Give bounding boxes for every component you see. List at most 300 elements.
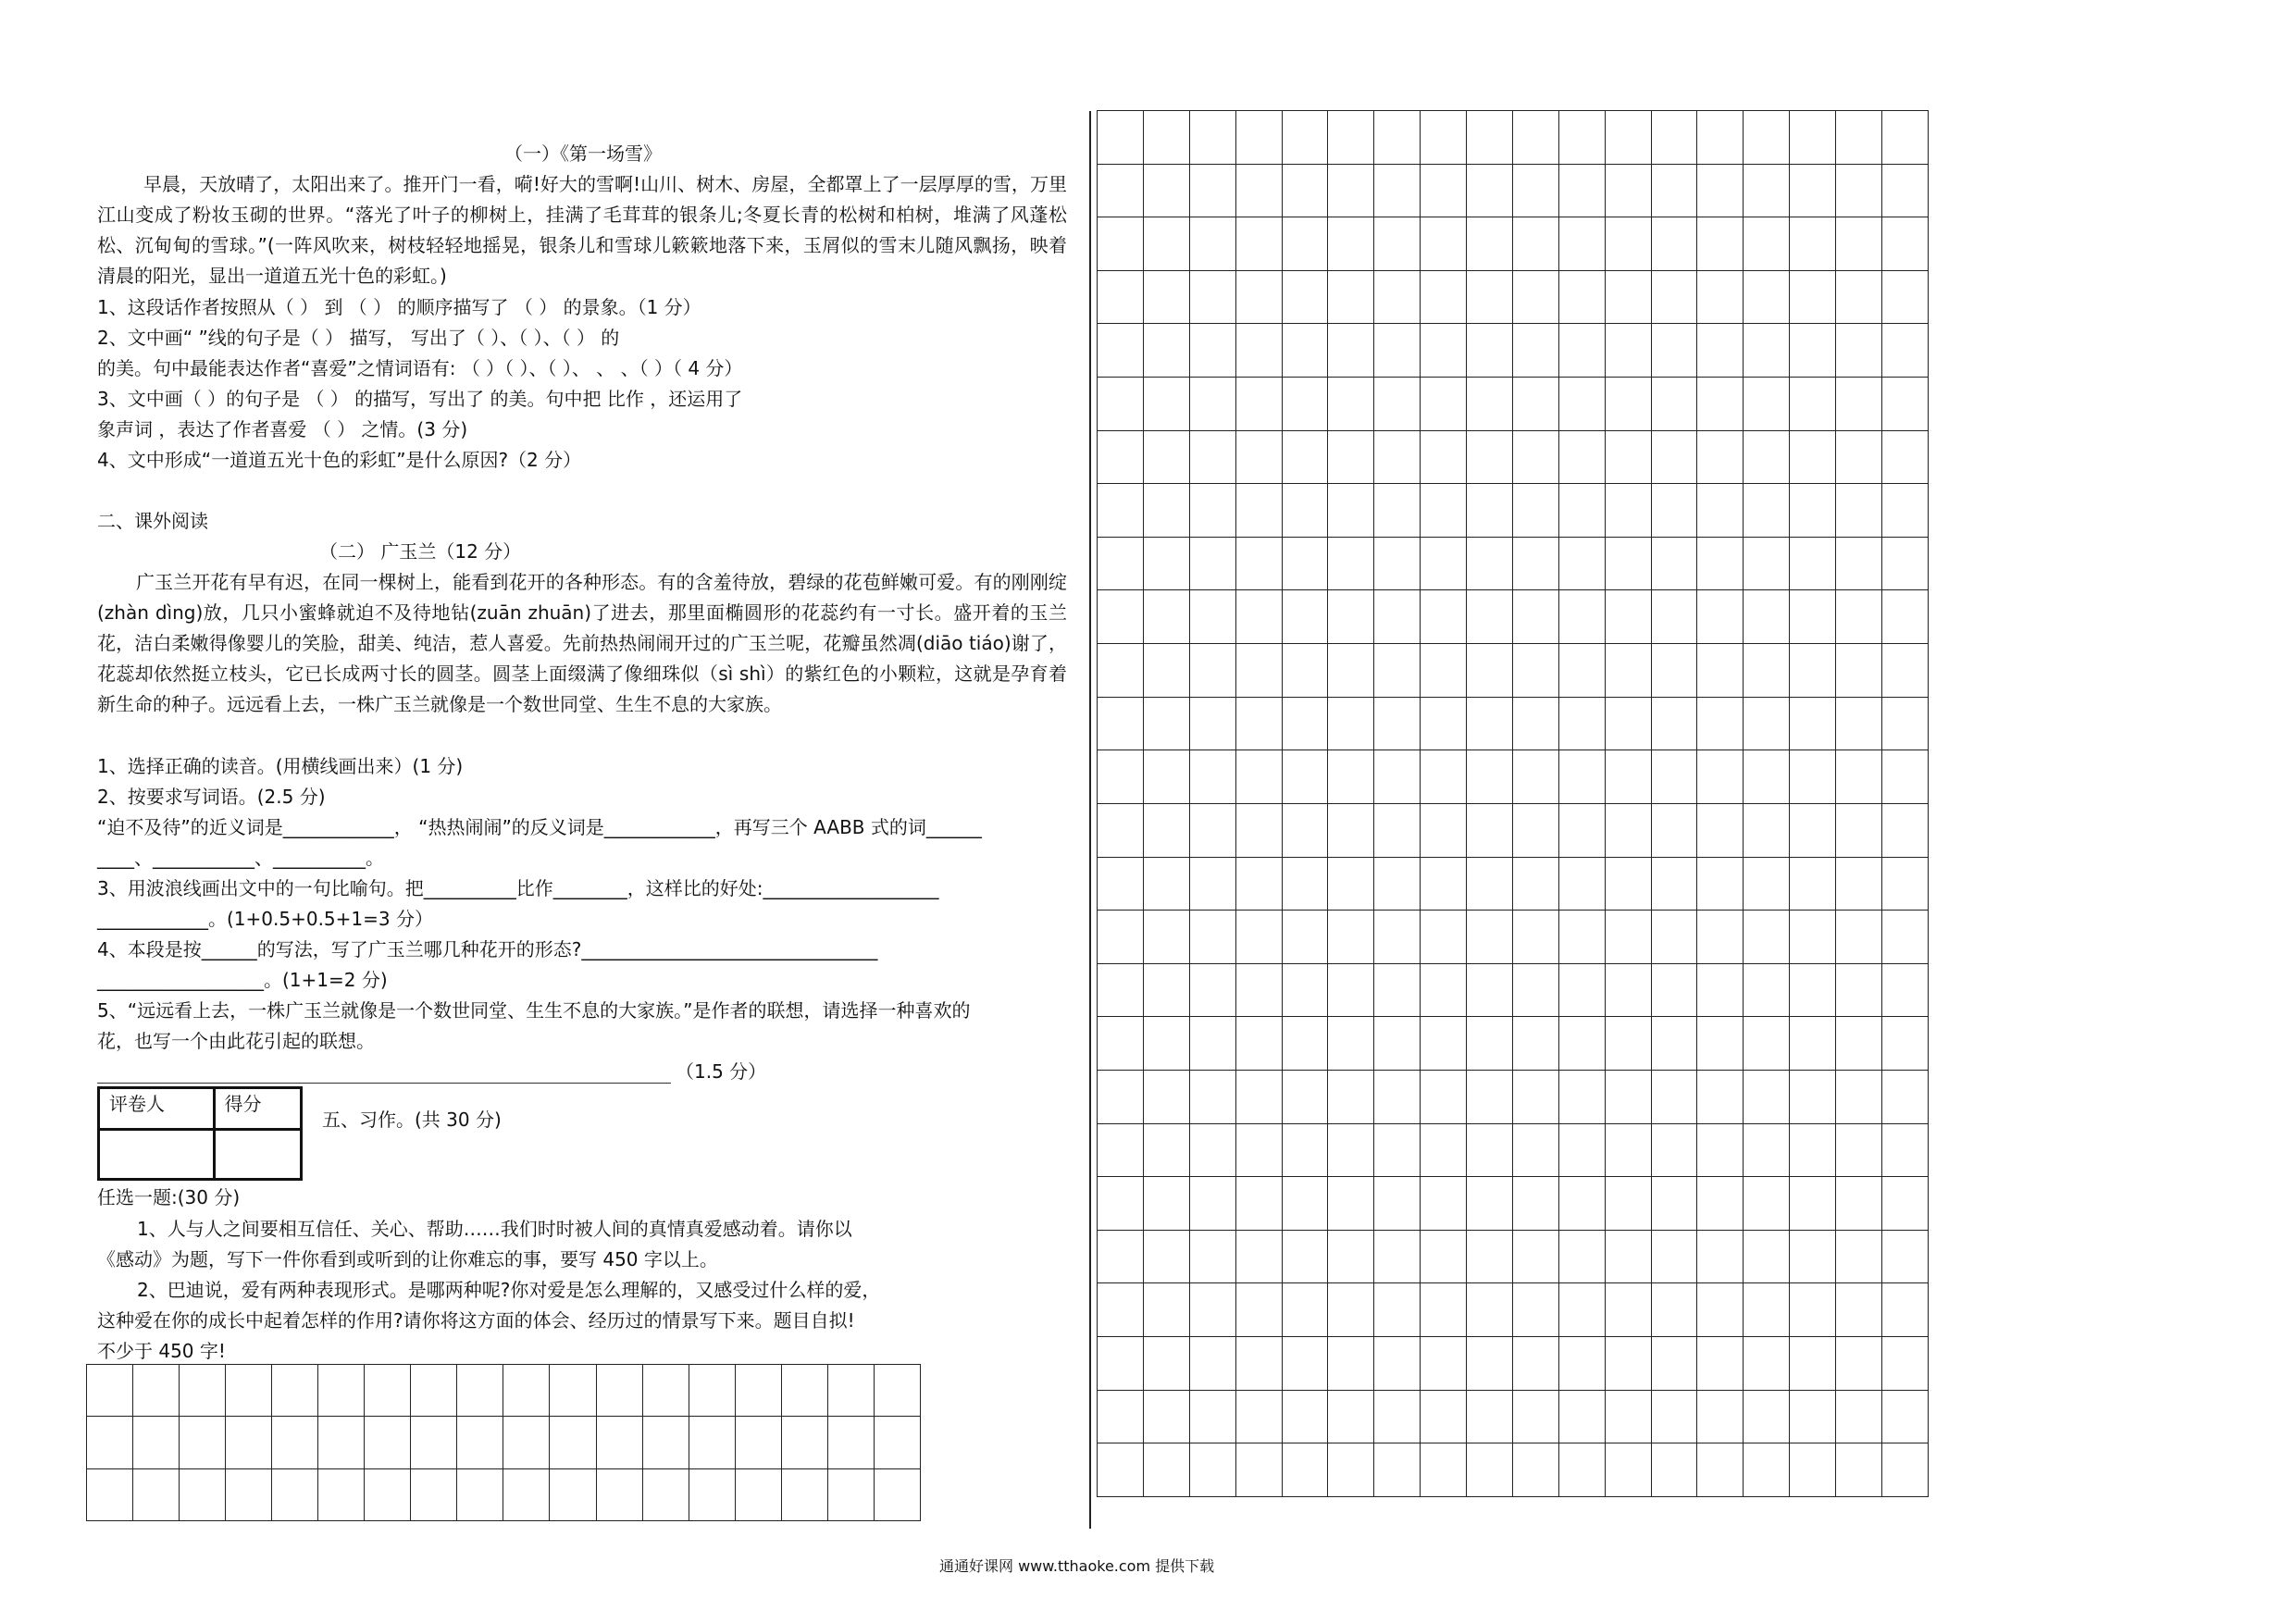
grid-cell[interactable] [1697,1177,1744,1231]
grid-cell[interactable] [1282,697,1328,750]
grid-cell[interactable] [1374,164,1421,217]
grid-cell[interactable] [1605,324,1651,378]
grid-cell[interactable] [1467,590,1513,644]
grid-cell[interactable] [1790,378,1836,431]
grid-cell[interactable] [1282,857,1328,911]
grid-cell[interactable] [1790,697,1836,750]
grid-cell[interactable] [1790,164,1836,217]
writing-grid-right[interactable] [1097,110,1929,1497]
grid-cell[interactable] [1558,1177,1605,1231]
grid-cell[interactable] [1512,1443,1558,1497]
grid-cell[interactable] [1697,1070,1744,1123]
grid-cell[interactable] [1421,590,1467,644]
grid-cell[interactable] [1697,164,1744,217]
grid-cell[interactable] [1836,803,1882,857]
grid-cell[interactable] [1512,1123,1558,1177]
grid-cell[interactable] [1467,911,1513,964]
grid-cell[interactable] [1467,750,1513,804]
grid-cell[interactable] [1651,750,1697,804]
grid-cell[interactable] [1512,1283,1558,1337]
grid-cell[interactable] [1467,857,1513,911]
grid-cell[interactable] [1558,164,1605,217]
grid-cell[interactable] [1235,1230,1282,1283]
grid-cell[interactable] [1836,1337,1882,1391]
grid-cell[interactable] [1189,1177,1235,1231]
grid-cell[interactable] [1512,1017,1558,1071]
grid-cell[interactable] [1098,803,1144,857]
grid-cell[interactable] [1558,803,1605,857]
grid-cell[interactable] [1651,911,1697,964]
grid-cell[interactable] [1651,590,1697,644]
grid-cell[interactable] [1744,1390,1790,1443]
grid-cell[interactable] [1189,1070,1235,1123]
grid-cell[interactable] [1467,217,1513,271]
grid-cell[interactable] [1282,111,1328,165]
grid-cell[interactable] [1836,590,1882,644]
grid-cell[interactable] [1881,1017,1928,1071]
grid-cell[interactable] [1558,644,1605,698]
grid-cell[interactable] [1098,484,1144,538]
grid-cell[interactable] [1098,911,1144,964]
grid-cell[interactable] [1235,1283,1282,1337]
grid-cell[interactable] [1235,857,1282,911]
grid-cell[interactable] [1328,963,1374,1017]
grid-cell[interactable] [1836,324,1882,378]
grid-cell[interactable] [1189,1123,1235,1177]
grid-cell[interactable] [1836,1017,1882,1071]
grid-cell[interactable] [1881,1123,1928,1177]
grid-cell[interactable] [1697,1017,1744,1071]
grid-cell[interactable] [1605,1390,1651,1443]
grid-cell[interactable] [1651,963,1697,1017]
grid-cell[interactable] [1744,1230,1790,1283]
grid-cell[interactable] [1558,857,1605,911]
grid-cell[interactable] [1558,1230,1605,1283]
grid-cell[interactable] [1235,911,1282,964]
grid-cell[interactable] [1189,1017,1235,1071]
grid-cell[interactable] [1651,270,1697,324]
grid-cell[interactable] [1651,1390,1697,1443]
grid-cell[interactable] [1790,270,1836,324]
grid-cell[interactable] [1836,378,1882,431]
grid-cell[interactable] [1881,378,1928,431]
grid-cell[interactable] [1744,1283,1790,1337]
grid-cell[interactable] [1328,803,1374,857]
grid-cell[interactable] [1143,537,1189,590]
grid-cell[interactable] [1881,750,1928,804]
grid-cell[interactable] [1328,697,1374,750]
grid-cell[interactable] [1744,644,1790,698]
grid-cell[interactable] [1421,911,1467,964]
grid-cell[interactable] [1189,270,1235,324]
grid-cell[interactable] [1558,590,1605,644]
grid-cell[interactable] [1374,1230,1421,1283]
grid-cell[interactable] [1098,1390,1144,1443]
grid-cell[interactable] [1328,857,1374,911]
grid-cell[interactable] [1328,1070,1374,1123]
grid-cell[interactable] [1512,270,1558,324]
grid-cell[interactable] [1098,590,1144,644]
grid-cell[interactable] [1605,537,1651,590]
grid-cell[interactable] [1282,750,1328,804]
grid-cell[interactable] [1836,111,1882,165]
grid-cell[interactable] [1651,537,1697,590]
grid-cell[interactable] [1098,378,1144,431]
grid-cell[interactable] [1235,484,1282,538]
grid-cell[interactable] [1467,1177,1513,1231]
grid-cell[interactable] [1098,217,1144,271]
grid-cell[interactable] [1467,1123,1513,1177]
grid-cell[interactable] [1282,1177,1328,1231]
grid-cell[interactable] [1374,1443,1421,1497]
grid-cell[interactable] [1512,1337,1558,1391]
grid-cell[interactable] [1651,1123,1697,1177]
grid-cell[interactable] [1697,911,1744,964]
grid-cell[interactable] [1651,111,1697,165]
grid-cell[interactable] [1143,750,1189,804]
grid-cell[interactable] [1697,963,1744,1017]
grid-cell[interactable] [1790,484,1836,538]
grid-cell[interactable] [1836,1177,1882,1231]
grid-cell[interactable] [1421,484,1467,538]
grid-cell[interactable] [1189,1337,1235,1391]
grid-cell[interactable] [1836,1390,1882,1443]
grid-cell[interactable] [1790,1230,1836,1283]
grid-cell[interactable] [1328,324,1374,378]
grid-cell[interactable] [1836,857,1882,911]
grid-cell[interactable] [1421,111,1467,165]
grid-cell[interactable] [1697,697,1744,750]
grid-cell[interactable] [1098,1177,1144,1231]
grid-cell[interactable] [1744,750,1790,804]
grid-cell[interactable] [1512,430,1558,484]
answer-line[interactable] [97,1083,671,1084]
grid-cell[interactable] [1374,217,1421,271]
grid-cell[interactable] [1282,590,1328,644]
grid-cell[interactable] [1790,911,1836,964]
grid-cell[interactable] [1836,484,1882,538]
grid-cell[interactable] [1328,217,1374,271]
grid-cell[interactable] [1605,803,1651,857]
grid-cell[interactable] [1744,1337,1790,1391]
grid-cell[interactable] [1512,750,1558,804]
grid-cell[interactable] [1374,963,1421,1017]
grid-cell[interactable] [1467,644,1513,698]
grid-cell[interactable] [1651,1443,1697,1497]
grid-cell[interactable] [1098,644,1144,698]
grid-cell[interactable] [1098,537,1144,590]
grid-cell[interactable] [1374,590,1421,644]
grid-cell[interactable] [1235,270,1282,324]
grid-cell[interactable] [1189,324,1235,378]
grid-cell[interactable] [1558,324,1605,378]
grid-cell[interactable] [1744,430,1790,484]
grid-cell[interactable] [1098,1017,1144,1071]
grid-cell[interactable] [1421,1390,1467,1443]
grid-cell[interactable] [1328,537,1374,590]
grid-cell[interactable] [1790,1443,1836,1497]
grid-cell[interactable] [1098,750,1144,804]
grid-cell[interactable] [1143,1390,1189,1443]
grid-cell[interactable] [1651,1017,1697,1071]
grid-cell[interactable] [1374,857,1421,911]
grid-cell[interactable] [1235,644,1282,698]
grid-cell[interactable] [1282,1230,1328,1283]
grid-cell[interactable] [1235,803,1282,857]
grid-cell[interactable] [1697,1283,1744,1337]
grid-cell[interactable] [1374,697,1421,750]
grid-cell[interactable] [1282,1123,1328,1177]
grid-cell[interactable] [1143,164,1189,217]
grid-cell[interactable] [1098,1070,1144,1123]
grid-cell[interactable] [1651,430,1697,484]
grid-cell[interactable] [1235,430,1282,484]
grid-cell[interactable] [1189,644,1235,698]
grid-cell[interactable] [1744,803,1790,857]
grid-cell[interactable] [1374,111,1421,165]
grid-cell[interactable] [1512,164,1558,217]
grid-cell[interactable] [1467,484,1513,538]
grid-cell[interactable] [1098,164,1144,217]
grid-cell[interactable] [1282,217,1328,271]
grid-cell[interactable] [1744,1177,1790,1231]
grid-cell[interactable] [1189,911,1235,964]
grid-cell[interactable] [1282,963,1328,1017]
grid-cell[interactable] [1790,963,1836,1017]
grid-cell[interactable] [1790,590,1836,644]
grid-cell[interactable] [1881,324,1928,378]
grid-cell[interactable] [1558,1017,1605,1071]
score-cell[interactable] [214,1130,302,1180]
grid-cell[interactable] [1421,537,1467,590]
grid-cell[interactable] [1282,1283,1328,1337]
grid-cell[interactable] [1235,1123,1282,1177]
grid-cell[interactable] [1282,324,1328,378]
grid-cell[interactable] [1374,270,1421,324]
grid-cell[interactable] [1881,1070,1928,1123]
grid-cell[interactable] [1235,217,1282,271]
grid-cell[interactable] [1143,911,1189,964]
grid-cell[interactable] [1189,164,1235,217]
grid-cell[interactable] [1558,750,1605,804]
grid-cell[interactable] [1421,644,1467,698]
grid-cell[interactable] [1881,963,1928,1017]
grid-cell[interactable] [1328,1337,1374,1391]
grid-cell[interactable] [1421,697,1467,750]
grid-cell[interactable] [1790,803,1836,857]
grid-cell[interactable] [1467,1337,1513,1391]
grid-cell[interactable] [1512,697,1558,750]
grid-cell[interactable] [1328,1390,1374,1443]
grid-cell[interactable] [1235,697,1282,750]
grid-cell[interactable] [1421,430,1467,484]
grid-cell[interactable] [1235,963,1282,1017]
grid-cell[interactable] [1421,1337,1467,1391]
grid-cell[interactable] [1605,1230,1651,1283]
grid-cell[interactable] [1143,803,1189,857]
grid-cell[interactable] [1790,111,1836,165]
grid-cell[interactable] [1328,270,1374,324]
grid-cell[interactable] [1744,911,1790,964]
grid-cell[interactable] [1143,270,1189,324]
grid-cell[interactable] [1467,111,1513,165]
grid-cell[interactable] [1282,430,1328,484]
grid-cell[interactable] [1790,644,1836,698]
grid-cell[interactable] [1558,1443,1605,1497]
grid-cell[interactable] [1374,1390,1421,1443]
grid-cell[interactable] [1512,911,1558,964]
grid-cell[interactable] [1235,324,1282,378]
grid-cell[interactable] [1881,1177,1928,1231]
grid-cell[interactable] [1697,1230,1744,1283]
grid-cell[interactable] [1235,164,1282,217]
grid-cell[interactable] [1282,164,1328,217]
grid-cell[interactable] [1421,803,1467,857]
grid-cell[interactable] [1143,644,1189,698]
grid-cell[interactable] [1467,1390,1513,1443]
grid-cell[interactable] [1744,164,1790,217]
grid-cell[interactable] [1098,1443,1144,1497]
grid-cell[interactable] [1836,1230,1882,1283]
grid-cell[interactable] [1881,644,1928,698]
grid-cell[interactable] [1143,484,1189,538]
grid-cell[interactable] [1605,750,1651,804]
grid-cell[interactable] [1328,1443,1374,1497]
grid-cell[interactable] [1143,697,1189,750]
grid-cell[interactable] [1697,324,1744,378]
grid-cell[interactable] [1790,537,1836,590]
grid-cell[interactable] [1467,1070,1513,1123]
grid-cell[interactable] [1881,803,1928,857]
grid-cell[interactable] [1605,697,1651,750]
writing-grid-left[interactable] [86,1364,921,1521]
grid-cell[interactable] [1697,537,1744,590]
grid-cell[interactable] [1512,537,1558,590]
grid-cell[interactable] [1374,1123,1421,1177]
grid-cell[interactable] [1881,1443,1928,1497]
grid-cell[interactable] [1744,1123,1790,1177]
grid-cell[interactable] [1790,1017,1836,1071]
grid-cell[interactable] [1235,1017,1282,1071]
grid-cell[interactable] [1697,378,1744,431]
grid-cell[interactable] [1421,1177,1467,1231]
grid-cell[interactable] [1143,378,1189,431]
grid-cell[interactable] [1512,963,1558,1017]
grid-cell[interactable] [1189,111,1235,165]
grid-cell[interactable] [1189,1390,1235,1443]
grid-cell[interactable] [1328,911,1374,964]
grid-cell[interactable] [1881,590,1928,644]
grid-cell[interactable] [1881,697,1928,750]
grid-cell[interactable] [1374,484,1421,538]
grid-cell[interactable] [1605,270,1651,324]
grid-cell[interactable] [1098,270,1144,324]
grid-cell[interactable] [1697,1337,1744,1391]
grid-cell[interactable] [1558,911,1605,964]
grid-cell[interactable] [1697,1390,1744,1443]
grid-cell[interactable] [1467,1443,1513,1497]
grid-cell[interactable] [1558,484,1605,538]
grid-cell[interactable] [1467,1017,1513,1071]
grid-cell[interactable] [1697,217,1744,271]
grid-cell[interactable] [1881,857,1928,911]
grid-cell[interactable] [1790,1070,1836,1123]
grid-cell[interactable] [1605,217,1651,271]
grid-cell[interactable] [1512,324,1558,378]
grid-cell[interactable] [1421,1070,1467,1123]
grid-cell[interactable] [1836,963,1882,1017]
grid-cell[interactable] [1374,644,1421,698]
grid-cell[interactable] [1744,270,1790,324]
grid-cell[interactable] [1235,1177,1282,1231]
grid-cell[interactable] [1282,644,1328,698]
grid-cell[interactable] [1605,1177,1651,1231]
grid-cell[interactable] [1421,750,1467,804]
grid-cell[interactable] [1558,1283,1605,1337]
grid-cell[interactable] [1558,1070,1605,1123]
grid-cell[interactable] [1512,1390,1558,1443]
grid-cell[interactable] [1143,590,1189,644]
grid-cell[interactable] [1881,430,1928,484]
grid-cell[interactable] [1605,378,1651,431]
grid-cell[interactable] [1605,430,1651,484]
grid-cell[interactable] [1189,857,1235,911]
grid-cell[interactable] [1836,270,1882,324]
grid-cell[interactable] [1651,378,1697,431]
grid-cell[interactable] [1744,111,1790,165]
grid-cell[interactable] [1744,1443,1790,1497]
grid-cell[interactable] [1282,1017,1328,1071]
grid-cell[interactable] [1374,537,1421,590]
grid-cell[interactable] [1881,484,1928,538]
grid-cell[interactable] [1421,217,1467,271]
grid-cell[interactable] [1836,1123,1882,1177]
grid-cell[interactable] [1836,537,1882,590]
grid-cell[interactable] [1143,1070,1189,1123]
grid-cell[interactable] [1697,750,1744,804]
grid-cell[interactable] [1697,590,1744,644]
grid-cell[interactable] [1697,1443,1744,1497]
grid-cell[interactable] [1512,484,1558,538]
grid-cell[interactable] [1651,1230,1697,1283]
grid-cell[interactable] [1421,378,1467,431]
grid-cell[interactable] [1881,1230,1928,1283]
grid-cell[interactable] [1374,1070,1421,1123]
grid-cell[interactable] [1744,1070,1790,1123]
grid-cell[interactable] [1098,1123,1144,1177]
grid-cell[interactable] [1328,484,1374,538]
grid-cell[interactable] [1143,1337,1189,1391]
grid-cell[interactable] [1512,111,1558,165]
grid-cell[interactable] [1467,803,1513,857]
grid-cell[interactable] [1790,324,1836,378]
grid-cell[interactable] [1282,911,1328,964]
grid-cell[interactable] [1836,644,1882,698]
grid-cell[interactable] [1836,164,1882,217]
grid-cell[interactable] [1189,430,1235,484]
grid-cell[interactable] [1558,697,1605,750]
grid-cell[interactable] [1235,1337,1282,1391]
grid-cell[interactable] [1374,430,1421,484]
grid-cell[interactable] [1421,857,1467,911]
grid-cell[interactable] [1790,1177,1836,1231]
grid-cell[interactable] [1421,1230,1467,1283]
grid-cell[interactable] [1282,270,1328,324]
grid-cell[interactable] [1235,590,1282,644]
grid-cell[interactable] [1374,750,1421,804]
grid-cell[interactable] [1558,378,1605,431]
grid-cell[interactable] [1744,963,1790,1017]
